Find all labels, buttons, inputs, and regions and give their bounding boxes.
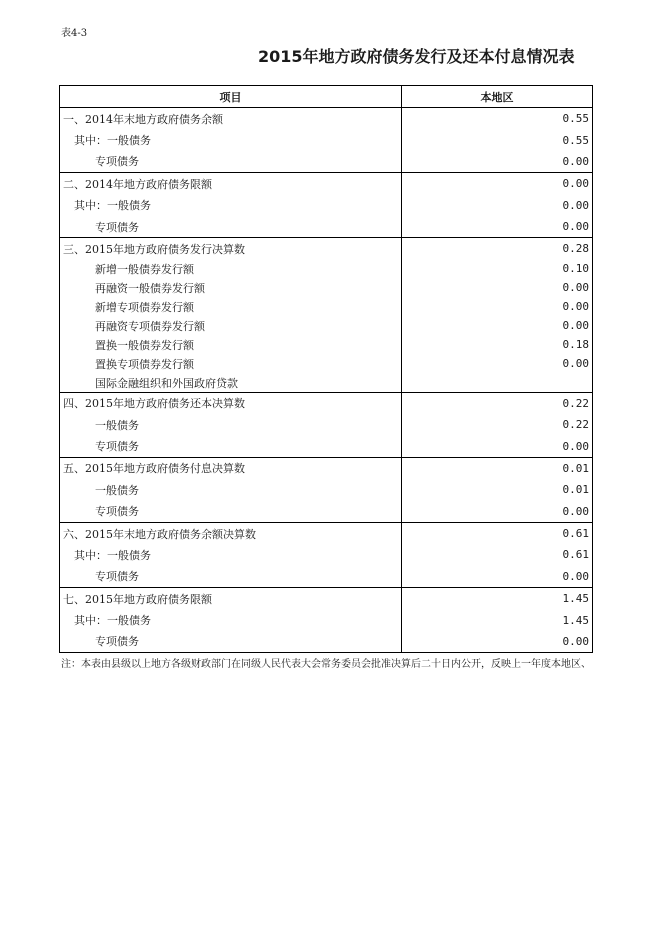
row-value bbox=[402, 373, 593, 392]
row-label: 置换一般债券发行额 bbox=[60, 335, 402, 354]
row-value: 0.00 bbox=[402, 501, 593, 523]
table-row bbox=[60, 544, 593, 566]
table-row bbox=[60, 259, 593, 278]
table-row bbox=[60, 392, 593, 414]
row-value: 0.61 bbox=[402, 544, 593, 566]
table-row bbox=[60, 414, 593, 436]
footnote: 注：本表由县级以上地方各级财政部门在同级人民代表大会常务委员会批准决算后二十日内公开，反映上一年度本地区、 bbox=[61, 659, 591, 670]
row-label: 专项债务 bbox=[60, 436, 402, 458]
table-row bbox=[60, 373, 593, 392]
table-row bbox=[60, 173, 593, 195]
row-value: 0.22 bbox=[402, 414, 593, 436]
table-row bbox=[60, 108, 593, 130]
row-label: 国际金融组织和外国政府贷款 bbox=[60, 373, 402, 392]
header-item: 项目 bbox=[60, 86, 402, 108]
table-row bbox=[60, 335, 593, 354]
table-row bbox=[60, 129, 593, 151]
row-value: 0.00 bbox=[402, 436, 593, 458]
row-value: 0.22 bbox=[402, 392, 593, 414]
row-label: 六、2015年末地方政府债务余额决算数 bbox=[60, 522, 402, 544]
table-row bbox=[60, 609, 593, 631]
row-value: 1.45 bbox=[402, 588, 593, 610]
debt-table bbox=[59, 85, 593, 653]
row-label: 其中：一般债务 bbox=[60, 544, 402, 566]
table-row bbox=[60, 194, 593, 216]
table-row bbox=[60, 588, 593, 610]
table-row bbox=[60, 238, 593, 260]
table-row bbox=[60, 316, 593, 335]
page-title: 2015年地方政府债务发行及还本付息情况表 bbox=[258, 47, 575, 66]
row-label: 一般债务 bbox=[60, 414, 402, 436]
row-label: 五、2015年地方政府债务付息决算数 bbox=[60, 457, 402, 479]
table-row bbox=[60, 566, 593, 588]
row-label: 专项债务 bbox=[60, 216, 402, 238]
row-label: 三、2015年地方政府债务发行决算数 bbox=[60, 238, 402, 260]
row-value: 0.61 bbox=[402, 522, 593, 544]
row-value: 0.18 bbox=[402, 335, 593, 354]
row-label: 一般债务 bbox=[60, 479, 402, 501]
row-label: 专项债务 bbox=[60, 151, 402, 173]
row-value: 0.55 bbox=[402, 129, 593, 151]
row-value: 0.00 bbox=[402, 566, 593, 588]
row-label: 新增一般债券发行额 bbox=[60, 259, 402, 278]
row-label: 二、2014年地方政府债务限额 bbox=[60, 173, 402, 195]
table-row bbox=[60, 297, 593, 316]
row-label: 四、2015年地方政府债务还本决算数 bbox=[60, 392, 402, 414]
table-code: 表4-3 bbox=[61, 28, 88, 39]
row-value: 0.28 bbox=[402, 238, 593, 260]
row-label: 再融资一般债券发行额 bbox=[60, 278, 402, 297]
table-row bbox=[60, 436, 593, 458]
row-label: 专项债务 bbox=[60, 501, 402, 523]
table-row bbox=[60, 278, 593, 297]
row-label: 置换专项债券发行额 bbox=[60, 354, 402, 373]
row-value: 0.00 bbox=[402, 173, 593, 195]
table-row bbox=[60, 457, 593, 479]
row-label: 其中：一般债务 bbox=[60, 129, 402, 151]
table-row bbox=[60, 479, 593, 501]
row-label: 专项债务 bbox=[60, 566, 402, 588]
row-label: 七、2015年地方政府债务限额 bbox=[60, 588, 402, 610]
row-value: 0.00 bbox=[402, 151, 593, 173]
row-label: 新增专项债券发行额 bbox=[60, 297, 402, 316]
row-value: 0.55 bbox=[402, 108, 593, 130]
row-value: 0.00 bbox=[402, 216, 593, 238]
row-value: 0.00 bbox=[402, 631, 593, 653]
row-value: 1.45 bbox=[402, 609, 593, 631]
table-row bbox=[60, 354, 593, 373]
row-value: 0.00 bbox=[402, 194, 593, 216]
row-label: 其中：一般债务 bbox=[60, 609, 402, 631]
row-value: 0.10 bbox=[402, 259, 593, 278]
table-row bbox=[60, 151, 593, 173]
row-value: 0.00 bbox=[402, 278, 593, 297]
row-label: 专项债务 bbox=[60, 631, 402, 653]
row-label: 其中：一般债务 bbox=[60, 194, 402, 216]
row-value: 0.00 bbox=[402, 297, 593, 316]
header-value: 本地区 bbox=[402, 86, 593, 108]
row-value: 0.00 bbox=[402, 316, 593, 335]
row-label: 一、2014年末地方政府债务余额 bbox=[60, 108, 402, 130]
row-value: 0.00 bbox=[402, 354, 593, 373]
table-row bbox=[60, 501, 593, 523]
table-row bbox=[60, 631, 593, 653]
table-row bbox=[60, 216, 593, 238]
table-row bbox=[60, 522, 593, 544]
row-value: 0.01 bbox=[402, 479, 593, 501]
row-label: 再融资专项债券发行额 bbox=[60, 316, 402, 335]
row-value: 0.01 bbox=[402, 457, 593, 479]
